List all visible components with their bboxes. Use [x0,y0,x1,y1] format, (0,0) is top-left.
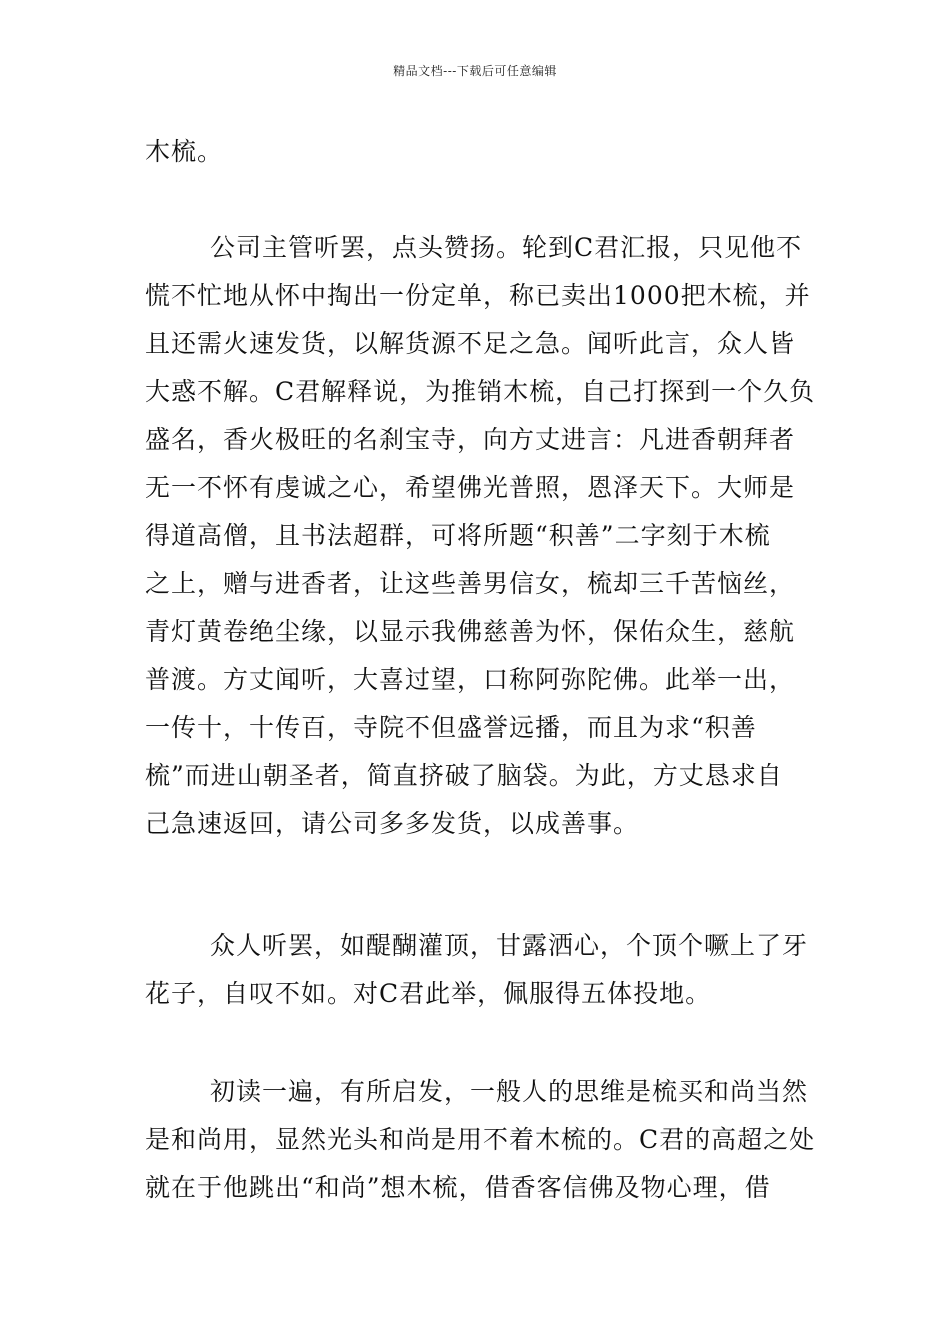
paragraph-line: 得道高僧，且书法超群，可将所题“积善”二字刻于木梳 [145,521,771,550]
paragraph-line: 且还需火速发货，以解货源不足之急。闻听此言，众人皆 [145,329,796,358]
paragraph-continuation [145,128,810,176]
paragraph-line: 慌不忙地从怀中掏出一份定单，称已卖出1000把木梳，并 [145,281,811,310]
paragraph-line: 大惑不解。C君解释说，为推销木梳，自己打探到一个久负 [145,377,816,406]
paragraph-line: 花子，自叹不如。对C君此举，佩服得五体投地。 [145,979,712,1008]
paragraph-line: 青灯黄卷绝尘缘，以显示我佛慈善为怀，保佑众生，慈航 [145,617,796,646]
paragraph-line: 是和尚用，显然光头和尚是用不着木梳的。C君的高超之处 [145,1125,816,1154]
paragraph-line: 盛名，香火极旺的名刹宝寺，向方丈进言：凡进香朝拜者 [145,425,796,454]
paragraph-line: 普渡。方丈闻听，大喜过望，口称阿弥陀佛。此举一出， [145,665,796,694]
paragraph-line: 无一不怀有虔诚之心，希望佛光普照，恩泽天下。大师是 [145,473,796,502]
paragraph-analysis [145,1068,816,1212]
paragraph-line: 初读一遍，有所启发，一般人的思维是梳买和尚当然 [210,1077,809,1106]
paragraph-line: 一传十，十传百，寺院不但盛誉远播，而且为求“积善 [145,713,757,742]
paragraph-c-report [145,224,816,848]
paragraph-line: 公司主管听罢，点头赞扬。轮到C君汇报，只见他不 [210,233,803,262]
paragraph-line: 木梳。 [145,137,224,166]
paragraph-line: 梳”而进山朝圣者，简直挤破了脑袋。为此，方丈恳求自 [145,761,783,790]
paragraph-line: 之上，赠与进香者，让这些善男信女，梳却三千苦恼丝， [145,569,796,598]
paragraph-line: 己急速返回，请公司多多发货，以成善事。 [145,809,640,838]
page-header: 精品文档---下载后可任意编辑 [393,64,557,78]
paragraph-line: 众人听罢，如醍醐灌顶，甘露洒心，个顶个噘上了牙 [210,931,809,960]
paragraph-line: 就在于他跳出“和尚”想木梳，借香客信佛及物心理，借 [145,1173,771,1202]
paragraph-reaction [145,922,810,1018]
